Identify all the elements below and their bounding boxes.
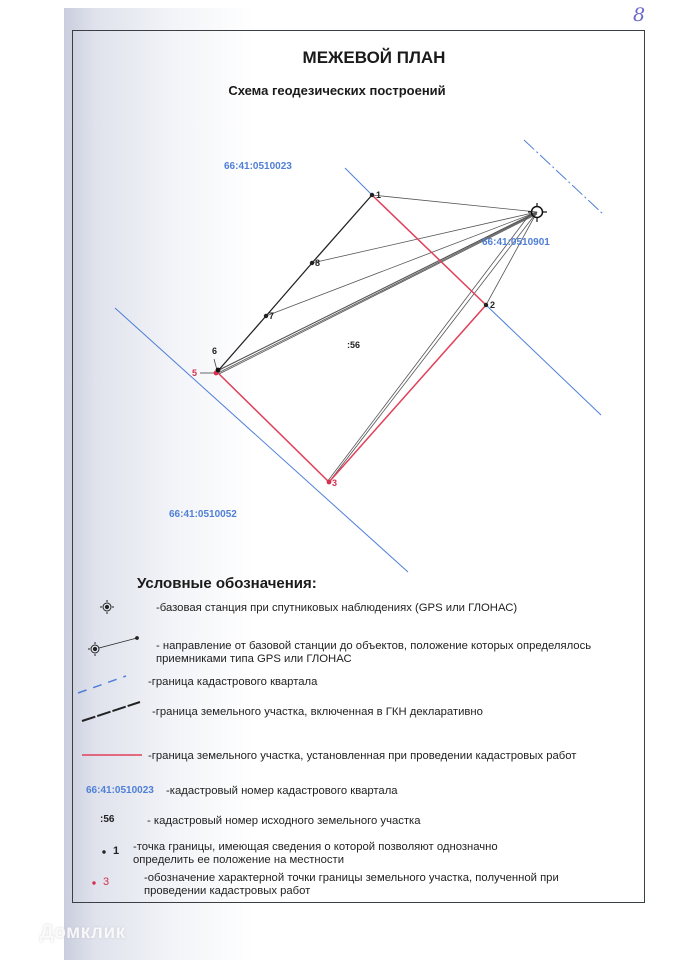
point-2 bbox=[484, 303, 488, 307]
legend-base-station-icon bbox=[100, 600, 114, 614]
gnss-line-3a bbox=[329, 212, 537, 482]
legend-text-declared-boundary: -граница земельного участка, включенная в ГКН декларативно bbox=[152, 706, 483, 718]
point-label-5: 5 bbox=[192, 368, 198, 378]
legend-text-new-point-2: проведении кадастровых работ bbox=[144, 885, 311, 897]
legend-sample-parcel-number: :56 bbox=[100, 814, 115, 825]
legend-text-existing-point-2: определить ее положение на местности bbox=[133, 854, 345, 866]
legend-quarter-boundary-icon bbox=[78, 676, 126, 693]
legend-text-gnss-direction: - направление от базовой станции до объектов, положение которых определялось bbox=[156, 640, 592, 652]
point-label-1: 1 bbox=[376, 190, 382, 200]
point-7 bbox=[264, 314, 268, 318]
gnss-line-7 bbox=[266, 212, 537, 316]
legend-text-new-point: -обозначение характерной точки границы земельного участка, полученной при bbox=[144, 872, 559, 884]
document-subtitle: Схема геодезических построений bbox=[228, 83, 446, 98]
legend-declared-boundary-icon bbox=[82, 702, 140, 721]
quarter-boundary-dashed bbox=[524, 140, 603, 214]
legend-text-surveyed-boundary: -граница земельного участка, установленная при проведении кадастровых работ bbox=[148, 750, 577, 762]
point-1 bbox=[370, 193, 374, 197]
point-label-2: 2 bbox=[490, 300, 496, 310]
point-label-6: 6 bbox=[212, 346, 218, 356]
gnss-line-1 bbox=[372, 195, 537, 212]
watermark bbox=[20, 922, 126, 944]
point-3 bbox=[327, 480, 332, 485]
quarter-label-0510052: 66:41:0510052 bbox=[169, 509, 237, 520]
legend-new-point-icon bbox=[92, 881, 95, 884]
point-8 bbox=[310, 261, 314, 265]
legend-text-quarter-boundary: -граница кадастрового квартала bbox=[148, 676, 318, 688]
document-title: МЕЖЕВОЙ ПЛАН bbox=[302, 48, 446, 67]
legend-sample-quarter-number: 66:41:0510023 bbox=[86, 785, 154, 796]
gnss-line-6a bbox=[217, 212, 537, 371]
legend-text-existing-point: -точка границы, имеющая сведения о которой позволяют однозначно bbox=[133, 841, 498, 853]
watermark-text: Домклик bbox=[40, 922, 126, 943]
quarter-boundary-upper bbox=[345, 168, 372, 195]
point-label-8: 8 bbox=[315, 258, 321, 268]
page-number: 8 bbox=[633, 4, 646, 26]
quarter-boundary-right bbox=[486, 305, 601, 415]
legend-sample-new-point: 3 bbox=[103, 876, 110, 888]
point-label-7: 7 bbox=[269, 311, 275, 321]
legend-title: Условные обозначения: bbox=[137, 575, 317, 592]
base-station-icon bbox=[528, 203, 547, 222]
legend-text-parcel-number: - кадастровый номер исходного земельного участка bbox=[147, 815, 421, 827]
house-logo-icon bbox=[20, 925, 36, 941]
legend-text-base-station: -базовая станция при спутниковых наблюдениях (GPS или ГЛОНАС) bbox=[156, 602, 518, 614]
surveyed-boundary bbox=[217, 195, 486, 482]
quarter-label-0510023: 66:41:0510023 bbox=[224, 161, 292, 172]
legend-text-gnss-direction-2: приемниками типа GPS или ГЛОНАС bbox=[156, 653, 352, 665]
quarter-boundary-lower bbox=[115, 308, 408, 572]
legend-text-quarter-number: -кадастровый номер кадастрового квартала bbox=[166, 785, 398, 797]
parcel-label: :56 bbox=[347, 340, 361, 350]
legend-sample-existing-point: 1 bbox=[113, 845, 120, 857]
quarter-label-0510901: 66:41:0510901 bbox=[482, 237, 550, 248]
point-6 bbox=[216, 368, 221, 373]
legend-existing-point-icon bbox=[102, 850, 105, 853]
point-label-3: 3 bbox=[332, 478, 338, 488]
legend-gnss-direction-icon bbox=[88, 637, 138, 656]
